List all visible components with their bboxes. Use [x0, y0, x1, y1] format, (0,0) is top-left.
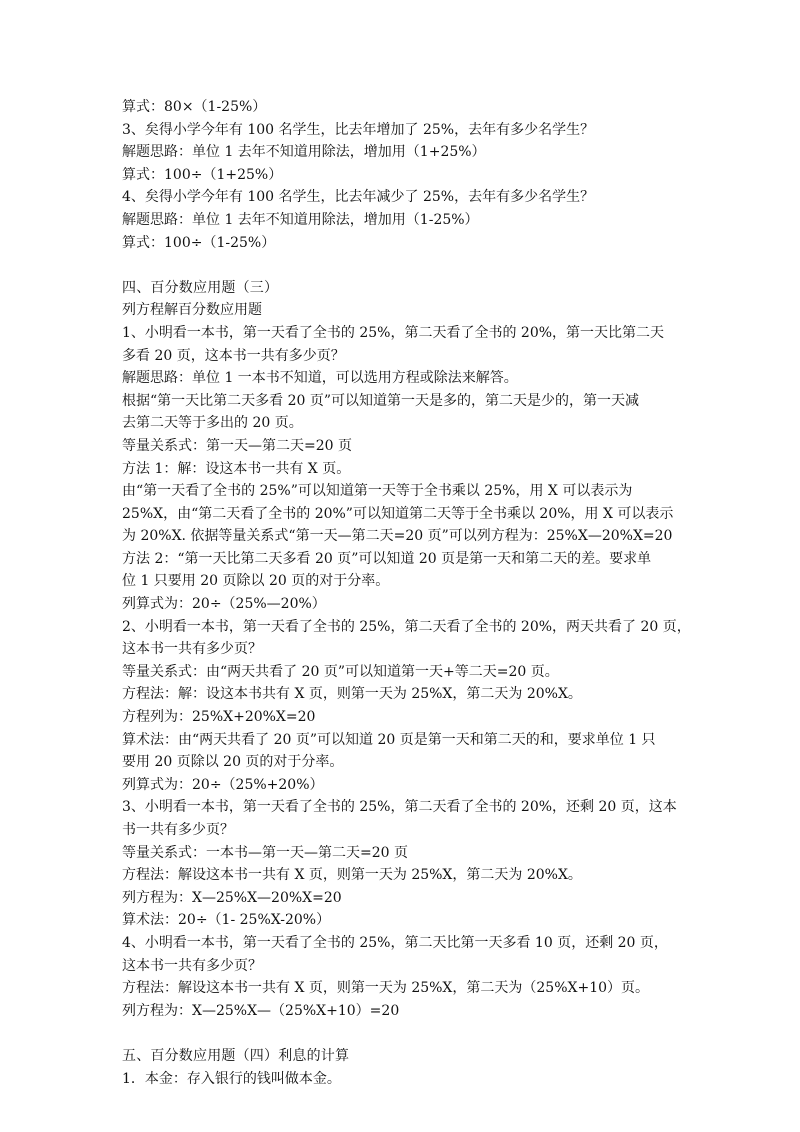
text-line: 等量关系式：第一天—第二天=20 页 — [122, 437, 352, 454]
text-line: 根据“第一天比第二天多看 20 页”可以知道第一天是多的，第二天是少的，第一天减 — [122, 392, 640, 409]
section-1 — [122, 96, 692, 254]
text-line: 这本书一共有多少页？ — [122, 957, 262, 974]
text-line: 多看 20 页，这本书一共有多少页？ — [122, 347, 345, 364]
document-page — [122, 96, 692, 1090]
text-line: 算式：100÷（1+25%） — [122, 166, 283, 183]
text-line: 方程列为：25%X+20%X=20 — [122, 709, 316, 726]
text-line: 方程法：解：设这本书共有 X 页，则第一天为 25%X，第二天为 20%X。 — [122, 686, 582, 703]
text-line: 3、矣得小学今年有 100 名学生，比去年增加了 25%，去年有多少名学生？ — [122, 121, 595, 138]
text-line: 1．本金：存入银行的钱叫做本金。 — [122, 1070, 341, 1087]
text-line: 等量关系式：一本书—第一天—第二天=20 页 — [122, 844, 408, 861]
section-heading: 五、百分数应用题（四）利息的计算 — [122, 1047, 350, 1064]
text-line: 2、小明看一本书，第一天看了全书的 25%，第二天看了全书的 20%，两天共看了 20 页， — [122, 618, 691, 635]
section-3 — [122, 1045, 692, 1090]
text-line: 书一共有多少页？ — [122, 822, 234, 838]
text-line: 列方程为：X—25%X—20%X=20 — [122, 889, 342, 906]
text-line: 为 20%X. 依据等量关系式“第一天—第二天=20 页”可以列方程为：25%X—20%X=20 — [122, 528, 673, 545]
text-line: 列算式为：20÷（25%+20%） — [122, 776, 324, 793]
text-line: 4、小明看一本书，第一天看了全书的 25%，第二天比第一天多看 10 页，还剩 20 页， — [122, 934, 668, 951]
text-line: 去第二天等于多出的 20 页。 — [122, 415, 303, 432]
text-line: 由“第一天看了全书的 25%”可以知道第一天等于全书乘以 25%，用 X 可以表示为 — [122, 483, 633, 500]
text-line: 4、矣得小学今年有 100 名学生，比去年减少了 25%，去年有多少名学生？ — [122, 189, 595, 206]
text-line: 算术法：20÷（1- 25%X-20%） — [122, 912, 331, 929]
text-line: 这本书一共有多少页？ — [122, 641, 262, 658]
text-line: 位 1 只要用 20 页除以 20 页的对于分率。 — [122, 573, 390, 590]
text-line: 列算式为：20÷（25%—20%） — [122, 596, 326, 613]
section-heading: 四、百分数应用题（三） — [122, 279, 279, 296]
text-line: 等量关系式：由“两天共看了 20 页”可以知道第一天+等二天=20 页。 — [122, 663, 559, 680]
text-line: 解题思路：单位 1 去年不知道用除法，增加用（1+25%） — [122, 144, 486, 161]
paragraph-gap — [122, 254, 692, 277]
text-line: 解题思路：单位 1 去年不知道用除法，增加用（1-25%） — [122, 211, 479, 228]
text-line: 列方程为：X—25%X—（25%X+10）=20 — [122, 1002, 400, 1019]
text-line: 方程法：解设这本书一共有 X 页，则第一天为 25%X，第二天为（25%X+10）页。 — [122, 980, 650, 997]
text-line: 方法 1：解：设这本书一共有 X 页。 — [122, 460, 351, 477]
text-line: 算式：100÷（1-25%） — [122, 234, 276, 251]
text-line: 1、小明看一本书，第一天看了全书的 25%，第二天看了全书的 20%，第一天比第二天 — [122, 324, 665, 341]
section-2 — [122, 277, 692, 1023]
text-line: 列方程解百分数应用题 — [122, 302, 262, 319]
text-line: 方法 2：“第一天比第二天多看 20 页”可以知道 20 页是第一天和第二天的差。要求单 — [122, 550, 652, 567]
paragraph-gap — [122, 1022, 692, 1045]
text-line: 3、小明看一本书，第一天看了全书的 25%，第二天看了全书的 20%，还剩 20 页，这本 — [122, 799, 677, 816]
text-line: 方程法：解设这本书一共有 X 页，则第一天为 25%X，第二天为 20%X。 — [122, 867, 582, 884]
text-line: 解题思路：单位 1 一本书不知道，可以选用方程或除法来解答。 — [122, 370, 518, 387]
text-line: 要用 20 页除以 20 页的对于分率。 — [122, 754, 344, 771]
text-line: 算式：80×（1-25%） — [122, 99, 267, 115]
text-line: 25%X，由“第二天看了全书的 20%”可以知道第二天等于全书乘以 20%，用 X 可以表示 — [122, 505, 674, 522]
text-line: 算术法：由“两天共看了 20 页”可以知道 20 页是第一天和第二天的和，要求单位 1 只 — [122, 731, 656, 748]
